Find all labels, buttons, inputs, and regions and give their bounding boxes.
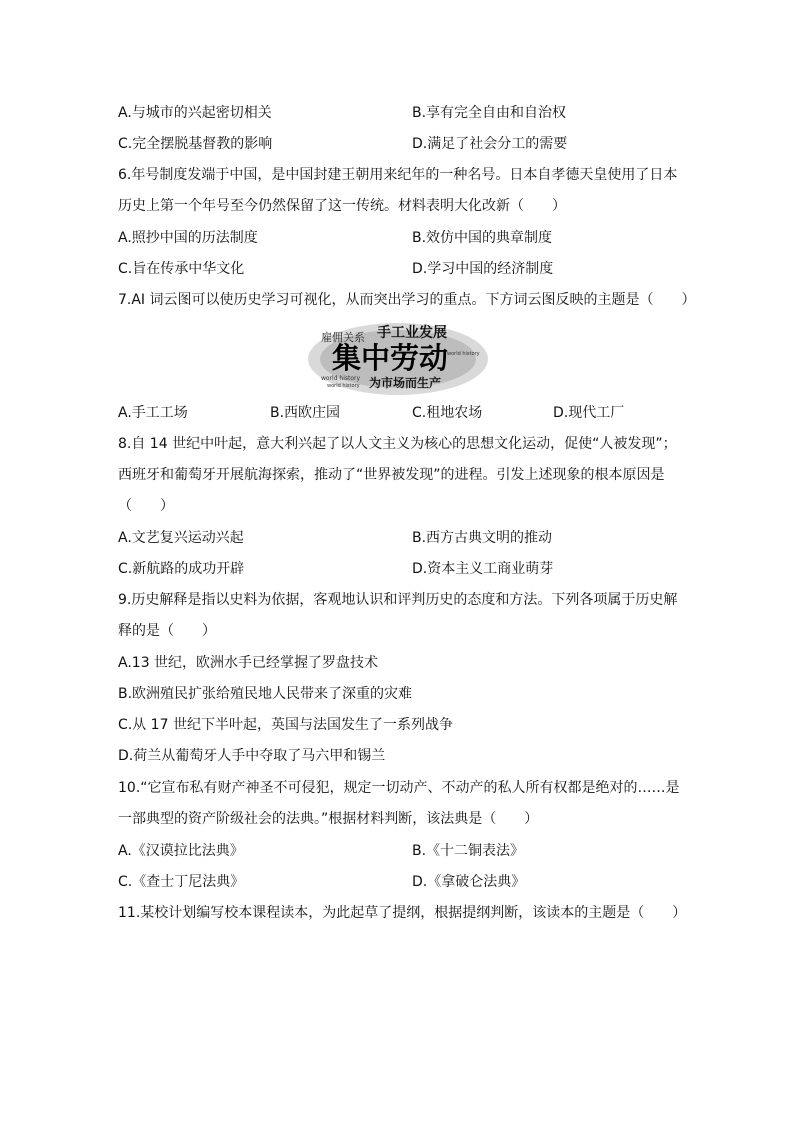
q10-option-a: A.《汉谟拉比法典》 bbox=[118, 843, 244, 859]
word-cloud-term-7: world history bbox=[447, 351, 480, 357]
q9-stem-line2: 释的是（ ） bbox=[118, 623, 216, 639]
q7-option-a: A.手工工场 bbox=[118, 405, 188, 421]
q6-option-a: A.照抄中国的历法制度 bbox=[118, 230, 258, 246]
q10-option-d: D.《拿破仑法典》 bbox=[412, 874, 526, 890]
q10-option-c: C.《查士丁尼法典》 bbox=[118, 874, 245, 890]
q5-option-c: C.完全摆脱基督教的影响 bbox=[118, 136, 273, 152]
q7-stem: 7.AI 词云图可以使历史学习可视化，从而突出学习的重点。下方词云图反映的主题是（ ） bbox=[118, 292, 696, 308]
q6-option-d: D.学习中国的经济制度 bbox=[412, 261, 554, 277]
q6-stem-line1: 6.年号制度发端于中国，是中国封建王朝用来纪年的一种名号。日本自孝德天皇使用了日本 bbox=[118, 167, 678, 183]
q8-option-c: C.新航路的成功开辟 bbox=[118, 561, 245, 577]
q9-option-c: C.从 17 世纪下半叶起，英国与法国发生了一系列战争 bbox=[118, 717, 453, 733]
q8-stem-line1: 8.自 14 世纪中叶起，意大利兴起了以人文主义为核心的思想文化运动，促使“人被发现”； bbox=[118, 436, 677, 452]
q9-stem-line1: 9.历史解释是指以史料为依据，客观地认识和评判历史的态度和方法。下列各项属于历史解 bbox=[118, 592, 678, 608]
q10-stem-line2: 一部典型的资产阶级社会的法典。”根据材料判断，该法典是（ ） bbox=[118, 811, 539, 827]
q8-stem-line3: （ ） bbox=[118, 498, 174, 514]
q9-option-a: A.13 世纪，欧洲水手已经掌握了罗盘技术 bbox=[118, 655, 379, 671]
word-cloud-term-5: world history bbox=[321, 375, 361, 382]
q8-option-a: A.文艺复兴运动兴起 bbox=[118, 530, 244, 546]
q11-stem: 11.某校计划编写校本课程读本，为此起草了提纲，根据提纲判断，该读本的主题是（ ） bbox=[118, 905, 687, 921]
q7-option-b: B.西欧庄园 bbox=[270, 405, 341, 421]
q9-option-d: D.荷兰从葡萄牙人手中夺取了马六甲和锡兰 bbox=[118, 748, 386, 764]
word-cloud-term-3: 集中劳动 bbox=[332, 341, 449, 375]
word-cloud-image bbox=[307, 322, 489, 396]
q8-stem-line2: 西班牙和葡萄牙开展航海探索，推动了“世界被发现”的进程。引发上述现象的根本原因是 bbox=[118, 467, 665, 483]
q9-option-b: B.欧洲殖民扩张给殖民地人民带来了深重的灾难 bbox=[118, 686, 413, 702]
q8-option-b: B.西方古典文明的推动 bbox=[412, 530, 553, 546]
q6-option-b: B.效仿中国的典章制度 bbox=[412, 230, 553, 246]
q5-option-b: B.享有完全自由和自治权 bbox=[412, 105, 567, 121]
q10-option-b: B.《十二铜表法》 bbox=[412, 843, 525, 859]
q7-option-c: C.租地农场 bbox=[412, 405, 483, 421]
q8-option-d: D.资本主义工商业萌芽 bbox=[412, 561, 554, 577]
q6-option-c: C.旨在传承中华文化 bbox=[118, 261, 245, 277]
q6-stem-line2: 历史上第一个年号至今仍然保留了这一传统。材料表明大化改新（ ） bbox=[118, 198, 566, 214]
q10-stem-line1: 10.“它宣布私有财产神圣不可侵犯，规定一切动产、不动产的私人所有权都是绝对的……是 bbox=[118, 780, 680, 796]
q5-option-a: A.与城市的兴起密切相关 bbox=[118, 105, 272, 121]
word-cloud-term-4: 为市场而生产 bbox=[369, 376, 442, 390]
q5-option-d: D.满足了社会分工的需要 bbox=[412, 136, 568, 152]
word-cloud-term-2: 手工业发展 bbox=[377, 325, 447, 341]
word-cloud-term-6: world history bbox=[327, 383, 360, 389]
q7-option-d: D.现代工厂 bbox=[553, 405, 625, 421]
word-cloud-term-1: 雇佣关系 bbox=[321, 331, 365, 344]
